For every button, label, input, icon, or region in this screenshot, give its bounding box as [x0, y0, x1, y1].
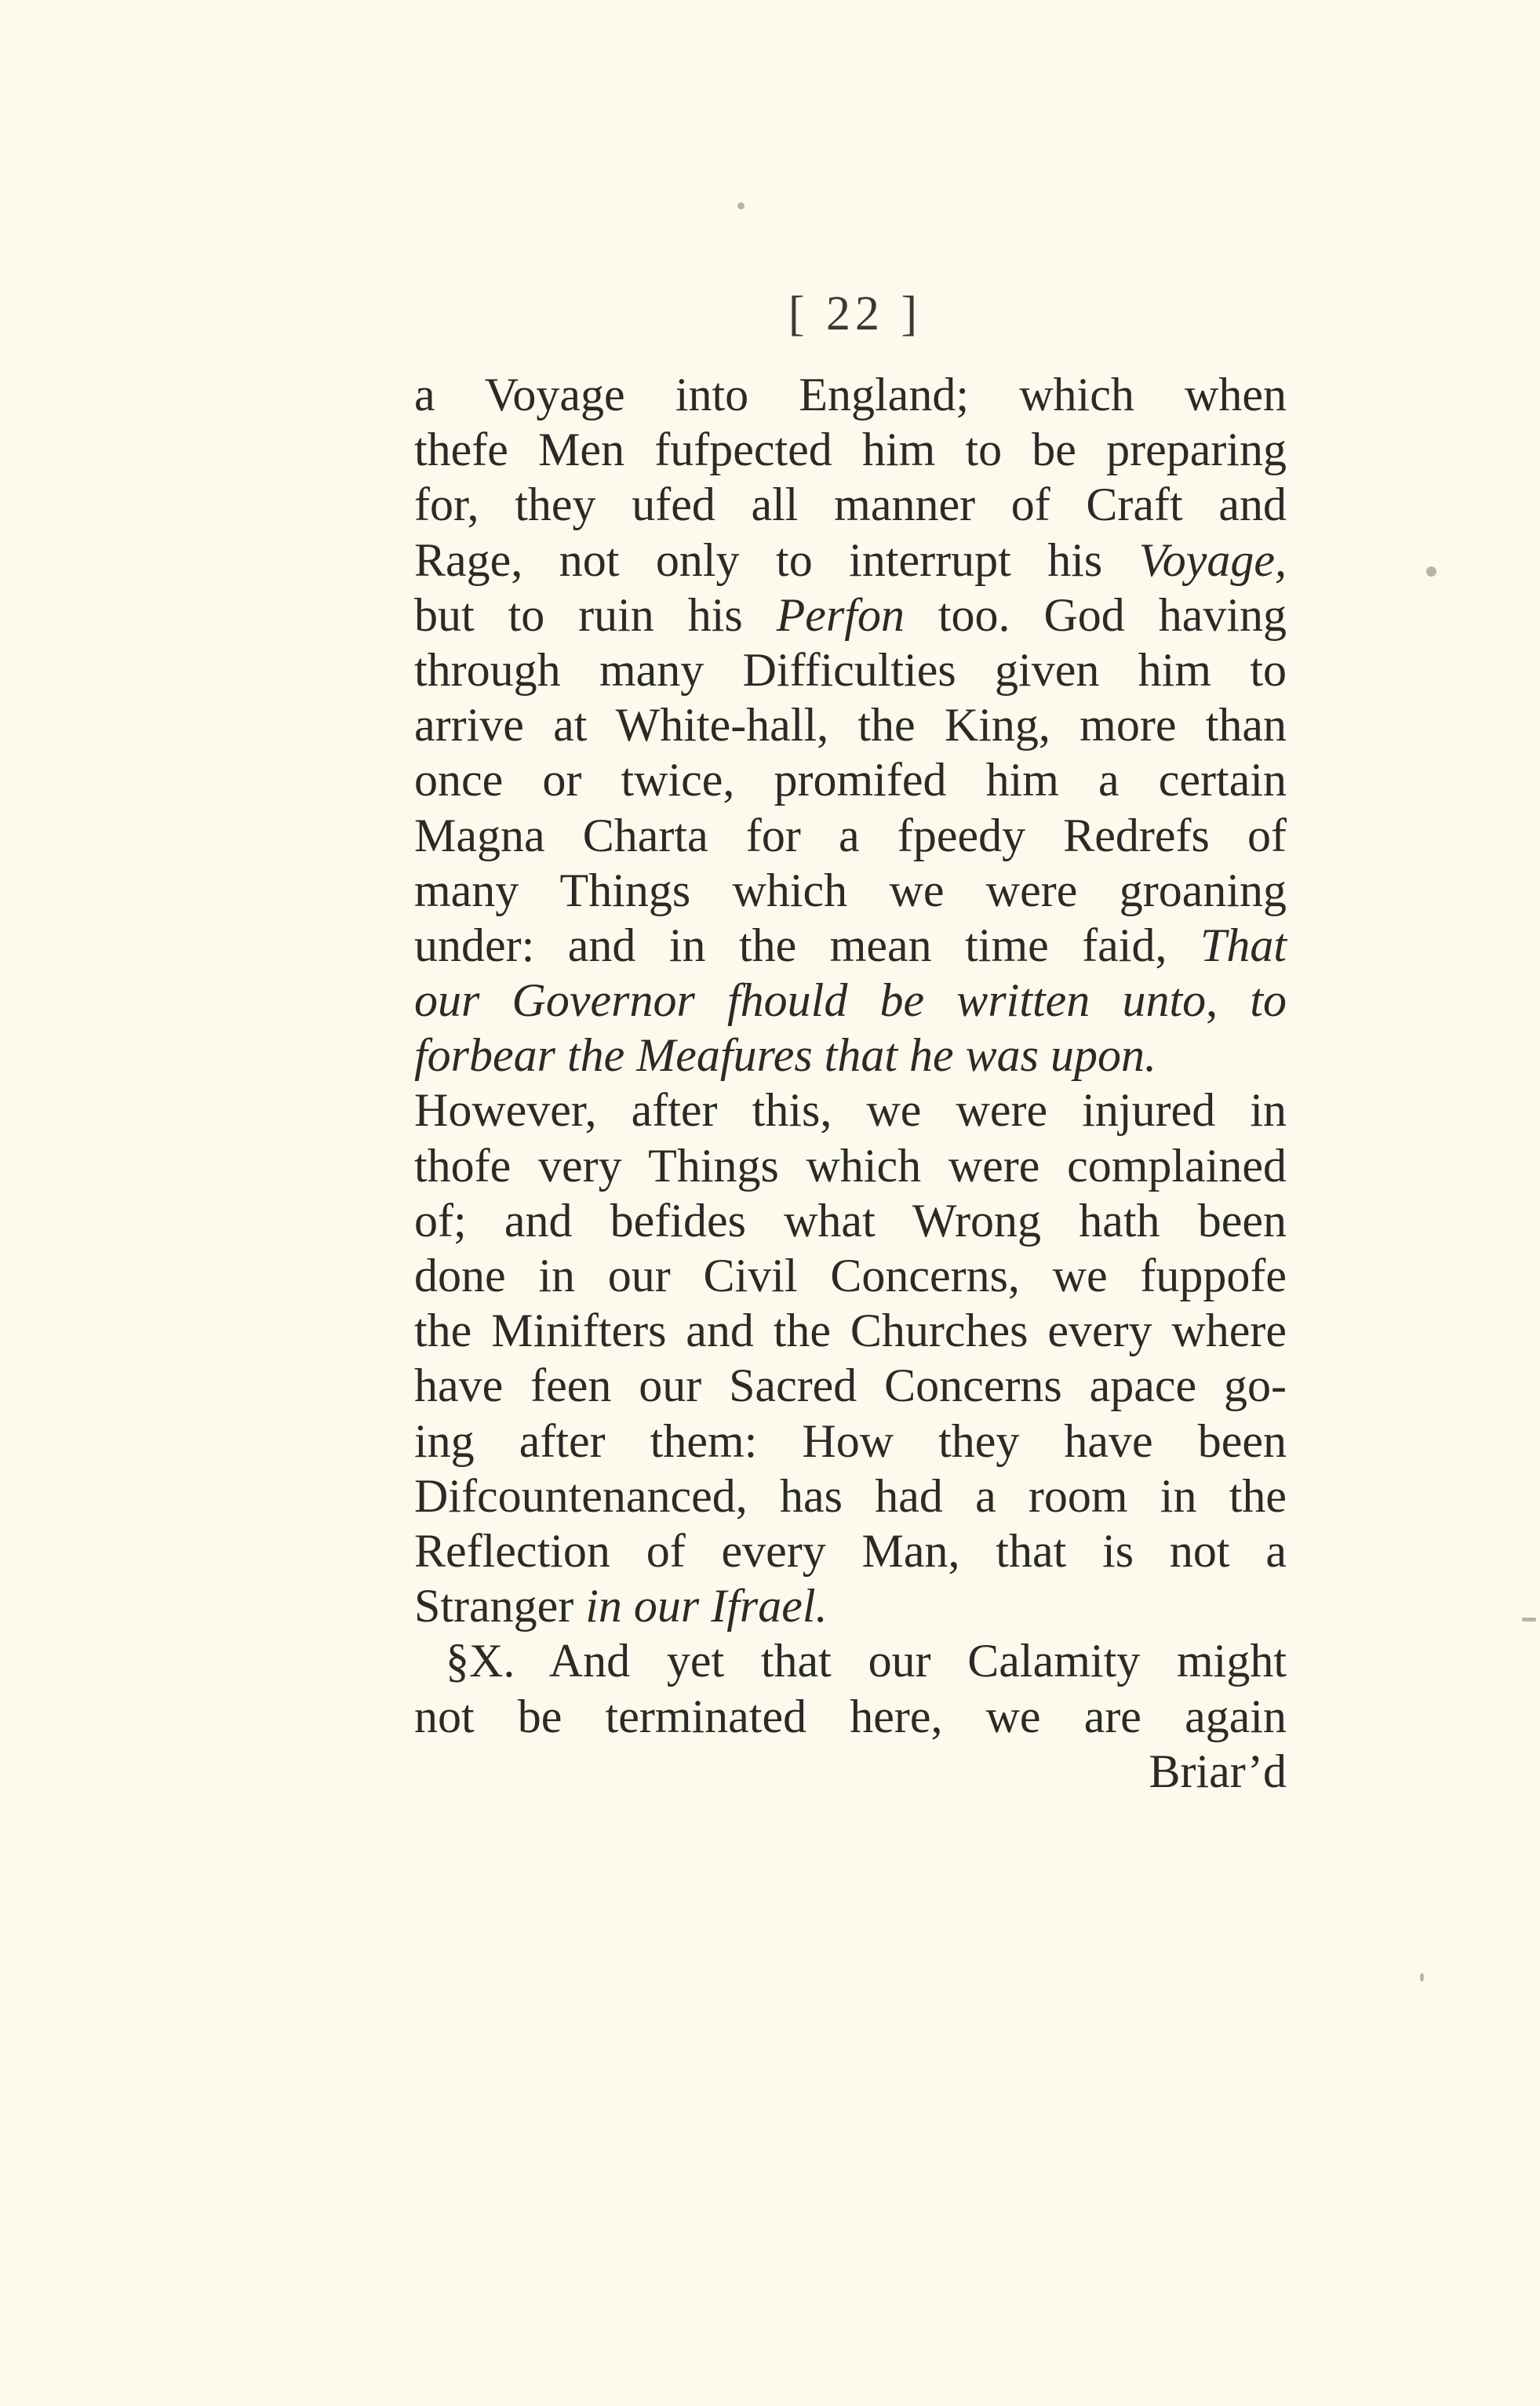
section-start-line: §X. And yet that our Calamity might	[446, 1635, 1287, 1687]
text-line: under: and in the mean time faid, That	[414, 919, 1287, 971]
text-line: Magna Charta for a fpeedy Redrefs of	[414, 809, 1287, 861]
text-line: done in our Civil Concerns, we fuppofe	[414, 1250, 1287, 1301]
ink-speck	[1420, 1973, 1424, 1982]
text-line: have feen our Sacred Concerns apace go-	[414, 1360, 1287, 1412]
text-line: of; and befides what Wrong hath been	[414, 1194, 1287, 1247]
text-line: many Things which we were groaning	[414, 864, 1287, 916]
text-line: a Voyage into England; which when	[414, 369, 1287, 420]
text-line: Difcountenanced, has had a room in the	[414, 1469, 1287, 1522]
text-line: Reflection of every Man, that is not a	[414, 1524, 1287, 1577]
body-text	[414, 367, 1287, 1799]
text-line: ing after them: How they have been	[414, 1414, 1287, 1467]
text-line: not be terminated here, we are again	[414, 1690, 1287, 1742]
ink-speck	[737, 202, 745, 209]
text-line: through many Difficulties given him to	[414, 643, 1287, 696]
text-line: the Minifters and the Churches every where	[414, 1305, 1287, 1357]
text-line: Stranger in our Ifrael.	[414, 1580, 828, 1633]
text-line: forbear the Meafures that he was upon.	[414, 1029, 1157, 1082]
page-number: [ 22 ]	[788, 287, 923, 340]
catchword: Briar’d	[1149, 1745, 1287, 1797]
text-line: but to ruin his Perfon too. God having	[414, 588, 1287, 641]
text-line: once or twice, promifed him a certain	[414, 754, 1287, 806]
text-line: thofe very Things which were complained	[414, 1139, 1287, 1192]
text-line: for, they ufed all manner of Craft and	[414, 479, 1287, 531]
text-line: However, after this, we were injured in	[414, 1084, 1287, 1137]
ink-speck	[1426, 566, 1436, 577]
ink-speck	[1522, 1618, 1536, 1622]
text-line: arrive at White-hall, the King, more than	[414, 699, 1287, 752]
text-line: thefe Men fufpected him to be preparing	[414, 424, 1287, 476]
text-line: our Governor fhould be written unto, to	[414, 974, 1287, 1027]
text-line: Rage, not only to interrupt his Voyage,	[414, 533, 1287, 586]
